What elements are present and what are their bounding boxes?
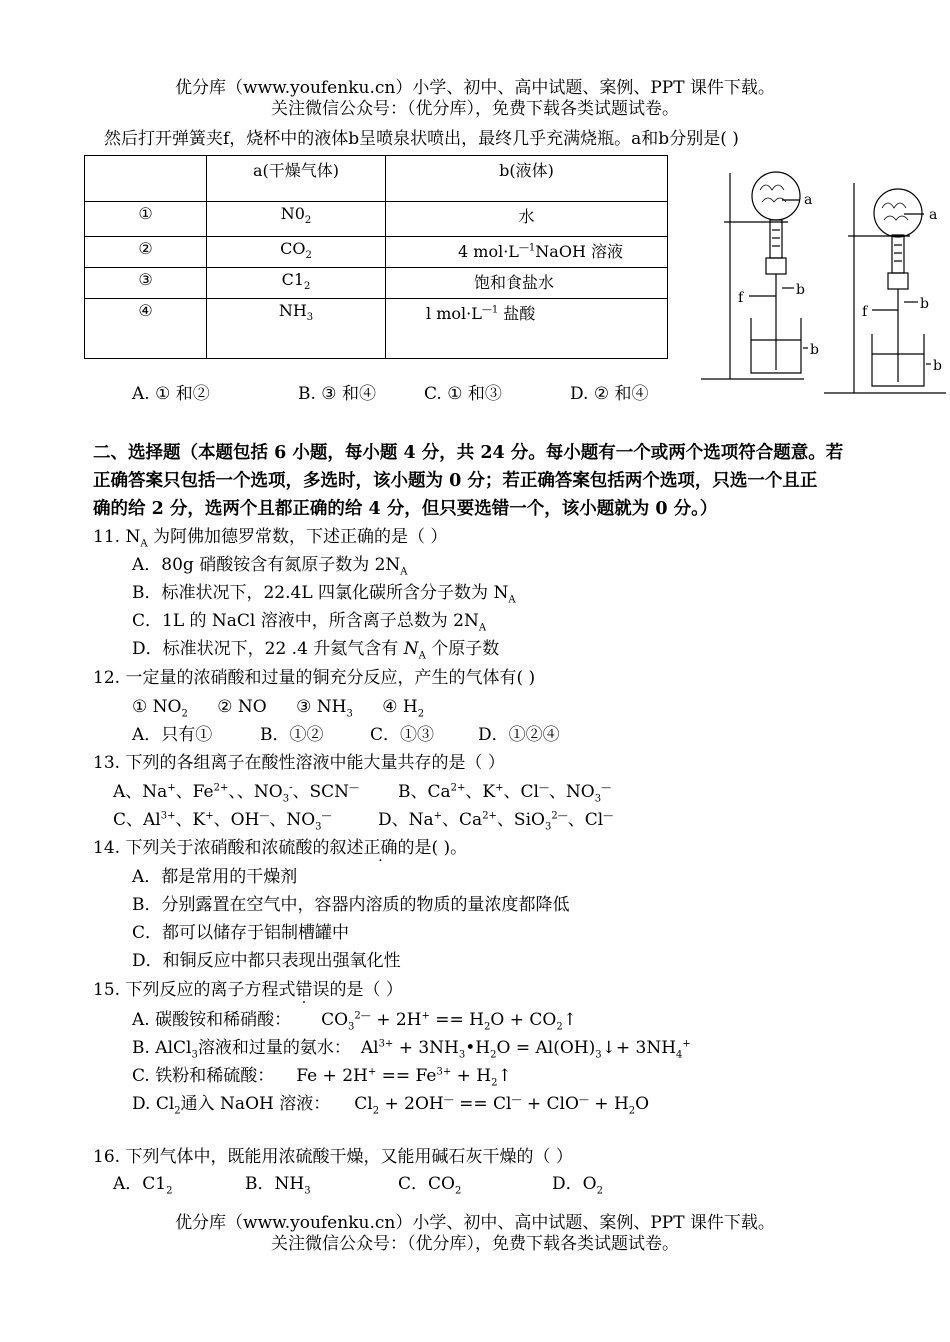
- q14-stem: 14. 下列关于浓硝酸和浓硫酸的叙述正确的是( )。: [93, 838, 468, 858]
- label-b-right: b: [920, 296, 929, 312]
- footer-line-2: 关注微信公众号：（优分库），免费下载各类试题试卷。: [271, 1234, 679, 1254]
- table-row: [85, 237, 668, 268]
- row-liquid: 4 $mol\cdot L^{—1}NaOH$ 溶液: [386, 237, 668, 268]
- row-number: ①: [85, 202, 207, 237]
- footer-line-1: 优分库（www.youfenku.cn）小学、初中、高中试题、案例、PPT 课件下载。: [175, 1213, 775, 1233]
- q13-option-c: C、$Al^{3+}$、K+、OH—、$NO_3^—$: [113, 810, 332, 833]
- section2-line-3: 确的给 2 分，选两个且都正确的给 4 分，但只要选错一个，该小题就为 0 分。）: [93, 499, 718, 519]
- q16-option-d: D．$O_2$: [552, 1174, 603, 1197]
- q14-option-d: D．和铜反应中都只表现出强氧化性: [132, 951, 401, 971]
- q12-option-a: A．只有①: [132, 725, 213, 745]
- q11-stem: 11. $N_A$ 为阿佛加德罗常数，下述正确的是（ ）: [93, 527, 448, 550]
- q12-stem: 12. 一定量的浓硝酸和过量的铜充分反应，产生的气体有( ): [93, 668, 536, 688]
- q15-option-d: D. $Cl_2$通入 NaOH 溶液： $Cl_2 + 2OH^— == Cl^— + ClO^— + H_2O$: [132, 1094, 650, 1117]
- q16-option-a: A．$C1_2$: [113, 1174, 173, 1197]
- table-row: [85, 268, 668, 299]
- label-a-left: a: [804, 192, 813, 208]
- fountain-apparatus-figure: [696, 148, 946, 398]
- label-a-right: a: [929, 207, 938, 223]
- table-header-blank: [85, 156, 207, 202]
- row-number: ③: [85, 268, 207, 299]
- q11-option-d: D．标准状况下，22 .4 升氦气含有 $N_A$ 个原子数: [132, 639, 500, 662]
- q12-option-d: D．①②④: [478, 725, 560, 745]
- q16-option-b: B．$NH_3$: [245, 1174, 311, 1197]
- q11-option-b: B．标准状况下，22.4L 四氯化碳所含分子数为 $N_A$: [132, 583, 516, 606]
- row-liquid: 饱和食盐水: [386, 268, 668, 299]
- section2-line-2: 正确答案只包括一个选项，多选时，该小题为 0 分；若正确答案包括两个选项，只选一个且正: [93, 471, 818, 491]
- q14-option-c: C．都可以储存于铝制槽罐中: [132, 923, 350, 943]
- q10-option-b: B. ③ 和④: [298, 384, 376, 404]
- q14-option-b: B．分别露置在空气中，容器内溶质的物质的量浓度都降低: [132, 895, 570, 915]
- row-liquid: 水: [386, 202, 668, 237]
- table-header-b: b(液体): [386, 156, 668, 202]
- table-row: [85, 299, 668, 359]
- q13-option-b: B、$Ca^{2+}$、K+、Cl—、$NO_3^—$: [398, 782, 612, 805]
- q15-stem: 15. 下列反应的离子方程式错误的是（ ）: [93, 980, 403, 1000]
- q10-intro: 然后打开弹簧夹f，烧杯中的液体b呈喷泉状喷出，最终几乎充满烧瓶。a和b分别是( ): [104, 129, 739, 149]
- row-liquid: l $mol\cdot L^{—1}$ 盐酸: [386, 299, 668, 359]
- q14-option-a: A．都是常用的干燥剂: [132, 867, 298, 887]
- table-header-a: a(干燥气体): [207, 156, 386, 202]
- q15-option-b: B. AlCl$_3$溶液和过量的氨水： $Al^{3+}$ + $3NH_3•H_2O$ = $Al(OH)_3↓+ 3NH_4^+$: [132, 1038, 691, 1061]
- header-line-2: 关注微信公众号：（优分库），免费下载各类试题试卷。: [271, 99, 679, 119]
- label-f-left: f: [738, 290, 744, 306]
- q15-option-a: A. 碳酸铵和稀硝酸： $CO_3^{2—} + 2H^+ == H_2O$ + $CO_2↑$: [132, 1010, 577, 1033]
- q10-table: [84, 155, 668, 359]
- row-gas: $NH_3$: [207, 299, 386, 359]
- q12-items: ① $NO_2$ ② NO ③ $NH_3$ ④ $H_2$: [132, 697, 425, 720]
- q16-option-c: C．$CO_2$: [398, 1174, 462, 1197]
- label-f-right: f: [862, 304, 868, 320]
- q10-option-d: D. ② 和④: [570, 384, 649, 404]
- q10-option-c: C. ① 和③: [424, 384, 502, 404]
- q13-option-a: A、Na+、$Fe^{2+}$、、$NO_3^-$、SCN—: [113, 782, 359, 805]
- q11-option-c: C．1L 的 NaCl 溶液中，所含离子总数为 $2N_A$: [132, 611, 487, 634]
- q10-option-a: A. ① 和②: [132, 384, 210, 404]
- label-b-beaker-right: b: [933, 358, 942, 374]
- row-gas: $CO_2$: [207, 237, 386, 268]
- row-gas: $N0_2$: [207, 202, 386, 237]
- q13-option-d: D、Na+、$Ca^{2+}$、SiO$_3^{2—}$、Cl—: [378, 810, 614, 833]
- row-number: ②: [85, 237, 207, 268]
- header-line-1: 优分库（www.youfenku.cn）小学、初中、高中试题、案例、PPT 课件下载。: [175, 78, 775, 98]
- row-gas: $C1_2$: [207, 268, 386, 299]
- q12-option-c: C．①③: [370, 725, 435, 745]
- section2-line-1: 二、选择题（本题包括 6 小题，每小题 4 分，共 24 分。每小题有一个或两个选项符合题意。若: [93, 443, 844, 463]
- row-number: ④: [85, 299, 207, 359]
- q16-stem: 16. 下列气体中，既能用浓硫酸干燥，又能用碱石灰干燥的（ ）: [93, 1147, 573, 1167]
- table-row: [85, 202, 668, 237]
- q11-option-a: A．80g 硝酸铵含有氮原子数为 $2N_A$: [132, 555, 408, 578]
- q15-option-c: C. 铁粉和稀硫酸： $Fe + 2H^+ == Fe^{3+}$ + $H_2↑$: [132, 1066, 512, 1089]
- label-b-beaker-left: b: [810, 342, 819, 358]
- q12-option-b: B．①②: [260, 725, 324, 745]
- q13-stem: 13. 下列的各组离子在酸性溶液中能大量共存的是（ ）: [93, 753, 505, 773]
- label-b-left: b: [796, 282, 805, 298]
